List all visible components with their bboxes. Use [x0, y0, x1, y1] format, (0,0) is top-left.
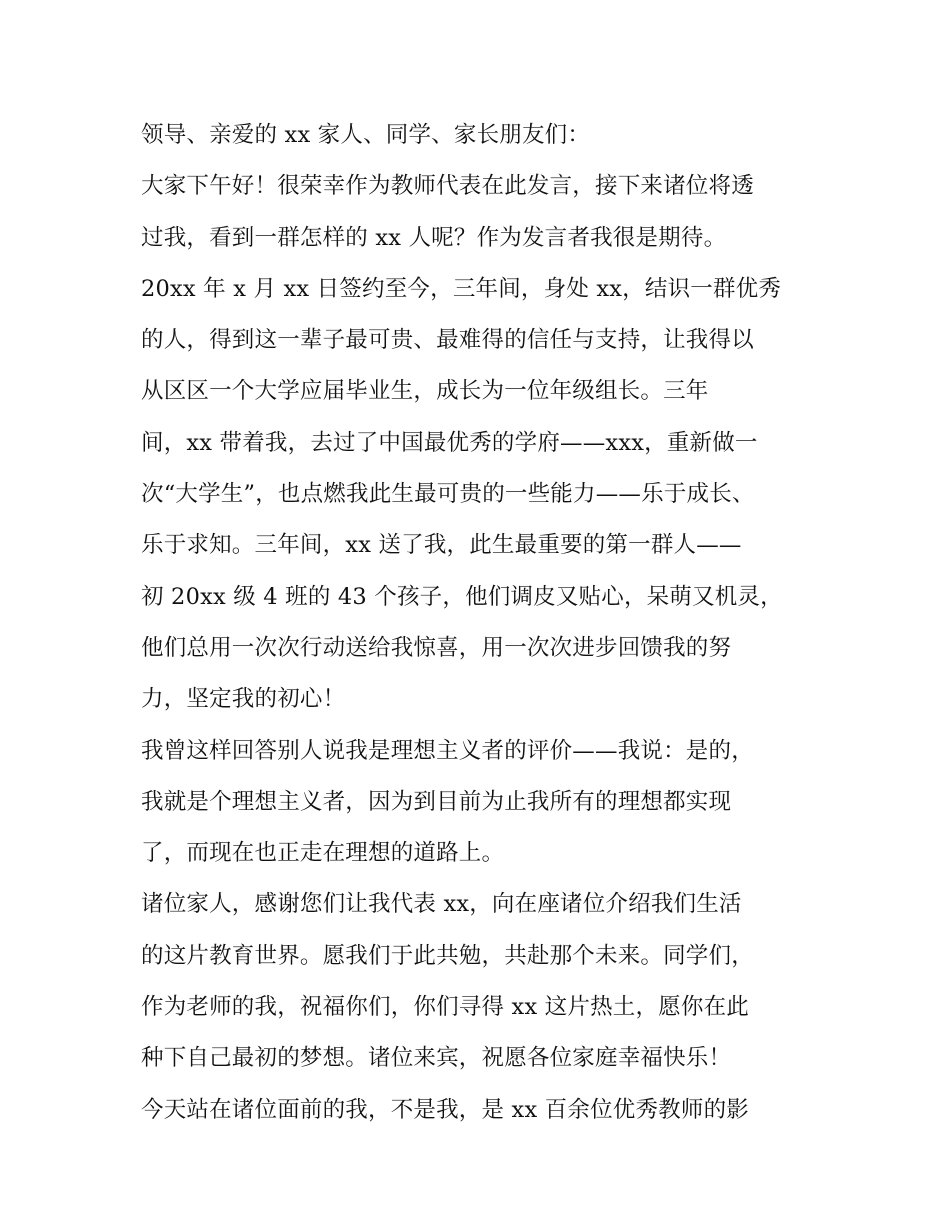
text-line: 我就是个理想主义者，因为到目前为止我所有的理想都实现	[141, 788, 732, 815]
speech-text	[141, 110, 841, 1136]
text-line: 间，xx 带着我，去过了中国最优秀的学府——xxx，重新做一	[141, 429, 758, 456]
text-line: 了，而现在也正走在理想的道路上。	[141, 840, 505, 867]
text-line: 诸位家人，感谢您们让我代表 xx，向在座诸位介绍我们生活	[141, 891, 742, 918]
text-line: 过我，看到一群怎样的 xx 人呢？作为发言者我很是期待。	[141, 224, 727, 251]
text-line: 领导、亲爱的 xx 家人、同学、家长朋友们：	[141, 122, 591, 148]
text-line: 20xx 年 x 月 xx 日签约至今，三年间，身处 xx，结识一群优秀	[141, 275, 782, 302]
text-line: 乐于求知。三年间，xx 送了我，此生最重要的第一群人——	[141, 532, 742, 559]
text-line: 我曾这样回答别人说我是理想主义者的评价——我说：是的，	[141, 737, 754, 764]
text-line: 的这片教育世界。愿我们于此共勉，共赴那个未来。同学们，	[141, 942, 754, 969]
text-line: 力，坚定我的初心！	[141, 686, 346, 713]
text-line: 的人，得到这一辈子最可贵、最难得的信任与支持，让我得以	[141, 327, 754, 354]
text-line: 作为老师的我，祝福你们，你们寻得 xx 这片热土，愿你在此	[141, 994, 749, 1021]
text-line: 大家下午好！很荣幸作为教师代表在此发言，接下来诸位将透	[141, 173, 754, 200]
text-line: 次“大学生”，也点燃我此生最可贵的一些能力——乐于成长、	[141, 481, 755, 508]
text-line: 今天站在诸位面前的我，不是我，是 xx 百余位优秀教师的影	[141, 1096, 749, 1123]
text-line: 从区区一个大学应届毕业生，成长为一位年级组长。三年	[141, 378, 709, 405]
text-line: 种下自己最初的梦想。诸位来宾，祝愿各位家庭幸福快乐！	[141, 1045, 732, 1072]
text-line: 初 20xx 级 4 班的 43 个孩子，他们调皮又贴心，呆萌又机灵，	[141, 583, 783, 610]
text-line: 他们总用一次次行动送给我惊喜，用一次次进步回馈我的努	[141, 634, 732, 661]
